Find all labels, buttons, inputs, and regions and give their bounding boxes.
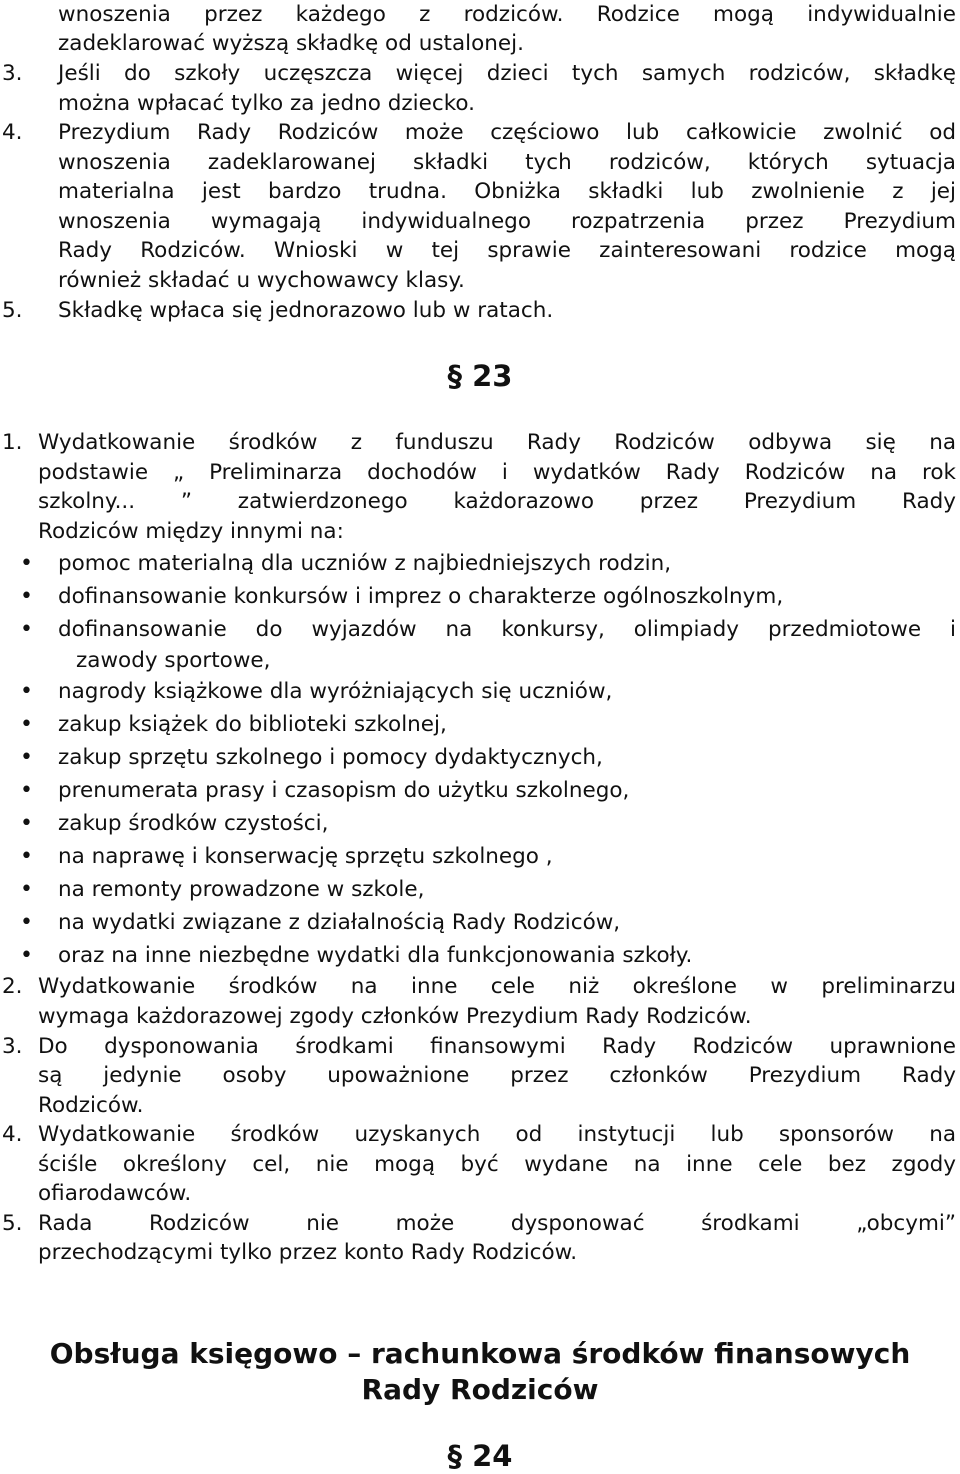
bullet-text: zakup środków czystości, xyxy=(58,811,329,836)
item-2-line: Wydatkowanie środków na inne cele niż określone w preliminarzu xyxy=(38,974,956,999)
bullet-text: na remonty prowadzone w szkole, xyxy=(58,877,425,902)
bullet-continuation xyxy=(0,646,960,676)
item-4-line: ściśle określony cel, nie mogą być wydane na inne cele bez zgody xyxy=(38,1152,956,1177)
item-1-line: Rodziców między innymi na: xyxy=(38,519,344,544)
chapter-heading-line-2: Rady Rodziców xyxy=(361,1373,599,1406)
list-item-2 xyxy=(0,972,960,1002)
bullet-text: na wydatki związane z działalnością Rady Rodziców, xyxy=(58,910,621,935)
item-number: 5. xyxy=(2,1211,23,1236)
item-4-line: Prezydium Rady Rodziców może częściowo lub całkowicie zwolnić od xyxy=(58,120,956,145)
bullet-text: nagrody książkowe dla wyróżniających się uczniów, xyxy=(58,679,613,704)
item-4-line: również składać u wychowawcy klasy. xyxy=(58,268,465,293)
list-item-4 xyxy=(0,118,960,148)
bullet-icon: • xyxy=(20,617,33,642)
bullet-item xyxy=(0,842,960,872)
list-item-5 xyxy=(0,1209,960,1239)
bullet-text: dofinansowanie do wyjazdów na konkursy, olimpiady przedmiotowe i xyxy=(58,617,956,642)
paragraph-line xyxy=(0,29,960,59)
bullet-text: dofinansowanie konkursów i imprez o charakterze ogólnoszkolnym, xyxy=(58,584,784,609)
bullet-item xyxy=(0,809,960,839)
bullet-item xyxy=(0,582,960,612)
item-4-line: materialna jest bardzo trudna. Obniżka składki lub zwolnienie z jej xyxy=(58,179,956,204)
bullet-text: na naprawę i konserwację sprzętu szkolnego , xyxy=(58,844,553,869)
item-4-line: Wydatkowanie środków uzyskanych od instytucji lub sponsorów na xyxy=(38,1122,956,1147)
bullet-icon: • xyxy=(20,551,33,576)
item-number: 5. xyxy=(2,298,23,323)
list-item-4 xyxy=(0,1120,960,1150)
item-2-line: wymaga każdorazowej zgody członków Prezydium Rady Rodziców. xyxy=(38,1004,752,1029)
item-5-line: Rada Rodziców nie może dysponować środkami „obcymi” xyxy=(38,1211,956,1236)
bullet-icon: • xyxy=(20,811,33,836)
item-1-line: podstawie „ Preliminarza dochodów i wydatków Rady Rodziców na rok xyxy=(38,460,956,485)
chapter-heading-line-1: Obsługa księgowo – rachunkowa środków finansowych xyxy=(49,1337,911,1370)
bullet-icon: • xyxy=(20,778,33,803)
bullet-text: zakup książek do biblioteki szkolnej, xyxy=(58,712,447,737)
item-number: 3. xyxy=(2,1034,23,1059)
item-5-line: Składkę wpłaca się jednorazowo lub w ratach. xyxy=(58,298,554,323)
bullet-icon: • xyxy=(20,910,33,935)
section-heading-23: § 23 xyxy=(447,359,513,393)
list-item-3 xyxy=(0,1032,960,1062)
bullet-icon: • xyxy=(20,943,33,968)
item-number: 4. xyxy=(2,1122,23,1147)
bullet-item xyxy=(0,549,960,579)
bullet-text: zakup sprzętu szkolnego i pomocy dydaktycznych, xyxy=(58,745,603,770)
bullet-icon: • xyxy=(20,679,33,704)
item-1-line: szkolny... ” zatwierdzonego każdorazowo przez Prezydium Rady xyxy=(38,489,956,514)
item-4-line: wnoszenia wymagają indywidualnego rozpatrzenia przez Prezydium xyxy=(58,209,956,234)
list-item-3 xyxy=(0,59,960,89)
bullet-text: prenumerata prasy i czasopism do użytku szkolnego, xyxy=(58,778,630,803)
list-item-1 xyxy=(0,428,960,458)
item-2-line-2: zadeklarować wyższą składkę od ustalonej. xyxy=(58,31,524,56)
item-4-line: Rady Rodziców. Wnioski w tej sprawie zainteresowani rodzice mogą xyxy=(58,238,956,263)
item-number: 4. xyxy=(2,120,23,145)
item-4-line: ofiarodawców. xyxy=(38,1181,192,1206)
section-heading-24: § 24 xyxy=(447,1439,513,1473)
bullet-item xyxy=(0,710,960,740)
item-1-line: Wydatkowanie środków z funduszu Rady Rodziców odbywa się na xyxy=(38,430,956,455)
bullet-item xyxy=(0,908,960,938)
item-3-line: Rodziców. xyxy=(38,1093,144,1118)
bullet-item xyxy=(0,776,960,806)
bullet-item xyxy=(0,615,960,645)
bullet-icon: • xyxy=(20,584,33,609)
paragraph-line xyxy=(0,89,960,119)
item-5-line: przechodzącymi tylko przez konto Rady Rodziców. xyxy=(38,1240,578,1265)
item-3-line-2: można wpłacać tylko za jedno dziecko. xyxy=(58,91,475,116)
list-item-5 xyxy=(0,296,960,326)
bullet-item xyxy=(0,677,960,707)
bullet-icon: • xyxy=(20,844,33,869)
item-number: 2. xyxy=(2,974,23,999)
bullet-text: oraz na inne niezbędne wydatki dla funkcjonowania szkoły. xyxy=(58,943,693,968)
bullet-item xyxy=(0,743,960,773)
bullet-item xyxy=(0,875,960,905)
item-2-line-1: wnoszenia przez każdego z rodziców. Rodzice mogą indywidualnie xyxy=(58,2,956,27)
item-3-line: są jedynie osoby upoważnione przez członków Prezydium Rady xyxy=(38,1063,956,1088)
item-3-line-1: Jeśli do szkoły uczęszcza więcej dzieci tych samych rodziców, składkę xyxy=(58,61,956,86)
item-3-line: Do dysponowania środkami finansowymi Rady Rodziców uprawnione xyxy=(38,1034,956,1059)
bullet-item xyxy=(0,941,960,971)
item-4-line: wnoszenia zadeklarowanej składki tych rodziców, których sytuacja xyxy=(58,150,956,175)
bullet-icon: • xyxy=(20,877,33,902)
item-number: 3. xyxy=(2,61,23,86)
paragraph-line xyxy=(0,0,960,30)
bullet-icon: • xyxy=(20,745,33,770)
bullet-text: zawody sportowe, xyxy=(76,648,271,673)
bullet-text: pomoc materialną dla uczniów z najbiedniejszych rodzin, xyxy=(58,551,672,576)
item-number: 1. xyxy=(2,430,23,455)
bullet-icon: • xyxy=(20,712,33,737)
